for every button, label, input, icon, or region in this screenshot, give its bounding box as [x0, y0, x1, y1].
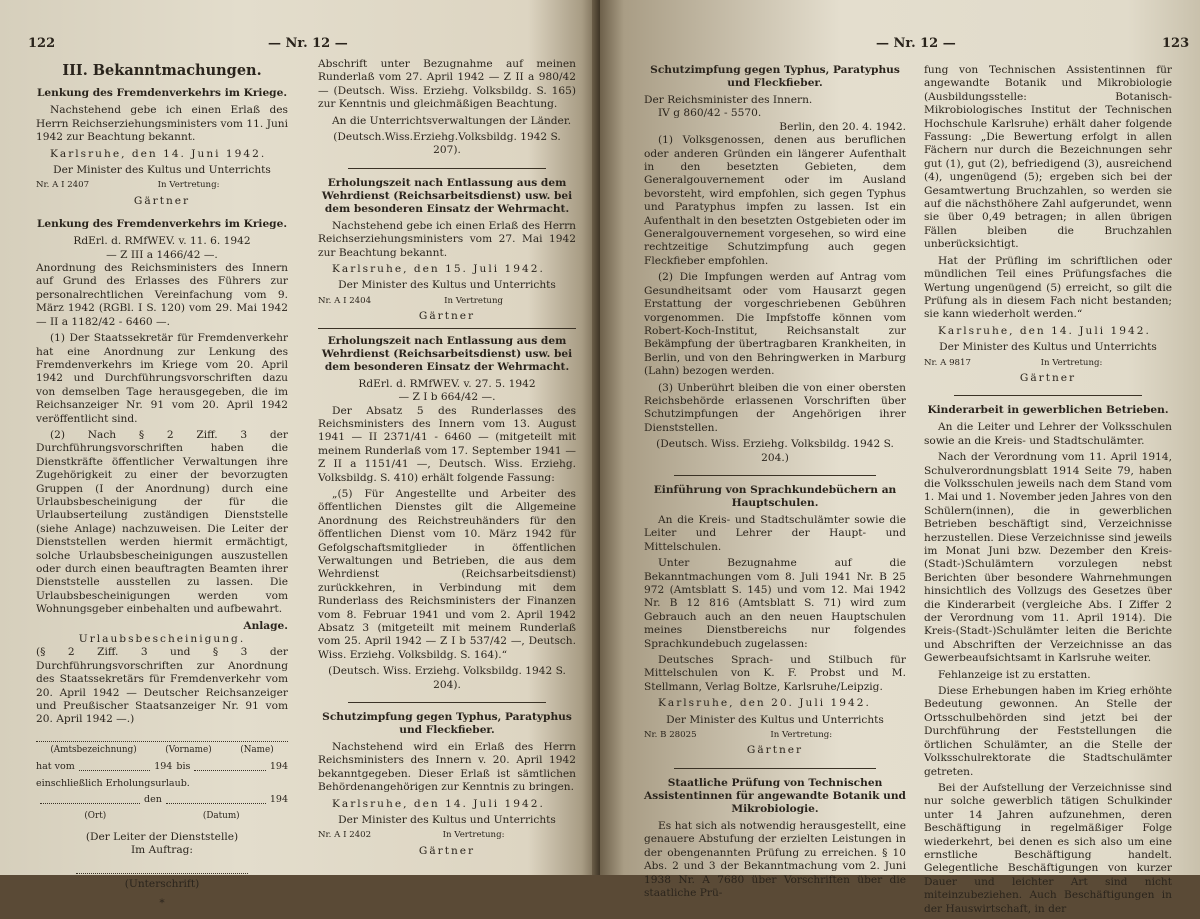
signature-block [318, 295, 576, 308]
signature-block [924, 357, 1172, 370]
form-label-vorname: (Vorname) [165, 744, 212, 755]
article-title: Lenkung des Fremdenverkehrs im Kriege. [36, 218, 288, 231]
form-field-labels [36, 744, 288, 757]
place-date: Karlsruhe, den 14. Juni 1942. [50, 147, 267, 160]
minister-line: Der Minister des Kultus und Unterrichts [338, 279, 556, 292]
article-title: Staatliche Prüfung von Technischen Assistentinnen für angewandte Botanik und Mikrobiologie. [644, 776, 906, 815]
form-text: 194 [154, 761, 173, 773]
reference-number: Nr. B 28025 [644, 730, 697, 741]
signatory-name: Gärtner [418, 844, 476, 857]
paragraph: Unter Bezugnahme auf die Bekanntmachungen vom 8. Juli 1941 Nr. B 25 972 (Amtsblatt S. 145) und vom 12. Mai 1942 Nr. B 12 816 (Amtsblatt S. 71) wird zum Gebrauch auch an den neuen Hauptschulen meines Dienstbereichs nur folgendes Sprachkundebuch zugelassen: [644, 557, 906, 650]
minister-line: Der Minister des Kultus und Unterrichts [666, 713, 884, 726]
signature-block [318, 829, 576, 842]
left-column-2 [318, 58, 576, 858]
paragraph: Hat der Prüfling im schriftlichen oder mündlichen Teil eines Prüfungsfaches die Wertung ungenügend (5) erreicht, so gilt die Prüfung als in diesem Fach nicht bestanden; sie kann wiederholt werden.“ [924, 254, 1172, 321]
right-page [600, 0, 1200, 915]
paragraph: (1) Der Staatssekretär für Fremdenverkehr hat eine Anordnung zur Lenkung des Fremdenverkehrs im Kriege vom 20. April 1942 und Durchführungsvorschriften dazu von demselben Tage herausgegeben, die im Reichsanzeiger Nr. 91 vom 20. April 1942 veröffentlicht sind. [36, 332, 288, 425]
minister-line: Der Minister des Kultus und Unterrichts [53, 164, 271, 177]
article-title: Schutzimpfung gegen Typhus, Paratyphus und Fleckfieber. [322, 711, 572, 737]
signatory-name: Gärtner [133, 194, 191, 207]
paragraph: (3) Unberührt bleiben die von einer obersten Reichsbehörde erlassenen Vorschriften über Schutzimpfungen der Angehörigen ihrer Dienststellen. [644, 381, 906, 434]
place-date: Karlsruhe, den 14. Juli 1942. [938, 324, 1151, 337]
paragraph: Der Absatz 5 des Runderlasses des Reichsministers des Innern vom 13. August 1941 — II 2371/41 - 6460 — (mitgeteilt mit meinem Runderlaß vom 17. September 1941 — Z II a 1151/41 —, Deutsch. Wiss. Erziehg. Volksbildg. S. 410) erhält folgende Fassung: [318, 404, 576, 484]
source-citation: (Deutsch. Wiss. Erziehg. Volksbildg. 1942 S. 204.) [656, 438, 894, 464]
form-text: 194 [269, 761, 288, 773]
article-title: Lenkung des Fremdenverkehrs im Kriege. [36, 87, 288, 100]
article-title: Erholungszeit nach Entlassung aus dem Wehrdienst (Reichsarbeitsdienst) usw. bei dem besonderen Einsatz der Wehrmacht. [321, 334, 573, 373]
right-column-2 [924, 64, 1172, 919]
paragraph: Deutsches Sprach- und Stilbuch für Mittelschulen von K. F. Probst und M. Stellmann, Verlag Boltze, Karlsruhe/Leipzig. [644, 654, 906, 693]
form-text: den [144, 794, 162, 806]
form-legal-basis: (§ 2 Ziff. 3 und § 3 der Durchführungsvorschriften zur Anordnung des Staatssekretärs für Fremdenverkehr vom 20. April 1942 — Deutscher Reichsanzeiger und Preußischer Staatsanzeiger Nr. 91 vom 20. April 1942 —.) [36, 646, 288, 726]
form-label-ort: (Ort) [84, 810, 107, 821]
article-title: Einführung von Sprachkundebüchern an Hauptschulen. [653, 483, 897, 509]
vertretung-label: In Vertretung: [770, 730, 833, 741]
decree-reference-number: — Z III a 1466/42 —. [106, 248, 218, 261]
form-text: (Der Leiter der Dienststelle) [85, 830, 239, 843]
signature-block [644, 729, 906, 742]
paragraph: An die Leiter und Lehrer der Volksschulen sowie an die Kreis- und Stadtschulämter. [924, 421, 1172, 447]
reference-number: IV g 860/42 - 5570. [658, 107, 762, 120]
vertretung-label: In Vertretung: [157, 180, 220, 191]
reference-number: Nr. A I 2402 [318, 830, 372, 841]
place-date: Karlsruhe, den 20. Juli 1942. [658, 697, 871, 710]
paragraph: Es hat sich als notwendig herausgestellt, eine genauere Abstufung der erzielten Leistungen in der obengenannten Prüfung zu erreichen. § 10 Abs. 2 und 3 der Bekanntmachung vom 2. Juni 1938 Nr. A 7680 über Vorschriften über die staatliche Prü- [644, 819, 906, 899]
decree-reference-number: — Z I b 664/42 —. [398, 391, 496, 404]
divider [348, 702, 546, 703]
divider [674, 475, 876, 476]
vertretung-label: In Vertretung: [1040, 357, 1103, 368]
page-header-issue: — Nr. 12 — [268, 36, 348, 51]
place-date: Berlin, den 20. 4. 1942. [779, 120, 906, 133]
form-text: bis [176, 761, 191, 773]
form-fill-line [36, 730, 288, 742]
end-mark: * [159, 897, 165, 910]
decree-reference: RdErl. d. RMfWEV. v. 27. 5. 1942 [358, 377, 536, 390]
place-date: Karlsruhe, den 14. Juli 1942. [332, 797, 545, 810]
annex-label: Anlage. [243, 619, 288, 632]
form-text: einschließlich Erholungsurlaub. [36, 777, 190, 789]
left-page [0, 0, 600, 910]
right-column-1 [644, 64, 906, 903]
paragraph: Nach der Verordnung vom 11. April 1914, Schulverordnungsblatt 1914 Seite 79, haben die Volksschulen jeweils nach dem Stand vom 1. Mai und 1. November jeden Jahres von den Schülern(innen), die in gewerblichen Betrieben beschäftigt sind, Verzeichnisse herzustellen. Diese Verzeichnisse sind jeweils im Monat Juni bzw. Dezember den Kreis-(Stadt-)Schulämtern vorzulegen nebst Berichten über besondere Wahrnehmungen hinsichtlich des Vollzugs des Gesetzes über die Kinderarbeit (vergleiche Abs. I Ziffer 2 der Verordnung vom 11. April 1914). Die Kreis-(Stadt-)Schulämter leiten die Berichte und Abschriften der Verzeichnisse an das Gewerbeaufsichtsamt in Karlsruhe weiter. [924, 451, 1172, 665]
vertretung-label: In Vertretung: [442, 830, 505, 841]
paragraph: Diese Erhebungen haben im Krieg erhöhte Bedeutung gewonnen. An Stelle der Ortsschulbehörden sind jetzt bei der Durchführung der Feststellungen die örtlichen Schulämter, an die Stelle der Volksschulrektorate die Stadtschulämter getreten. [924, 685, 1172, 778]
paragraph: „(5) Für Angestellte und Arbeiter des öffentlichen Dienstes gilt die Allgemeine Anordnung des Reichstreuhänders für den öffentlichen Dienst vom 10. März 1942 für Gefolgschaftsmitglieder in öffentlichen Verwaltungen und Betrieben, die aus dem Wehrdienst (Reichsarbeitsdienst) zurückkehren, in Verbindung mit dem Runderlass des Reichsministers der Finanzen vom 8. Februar 1941 und vom 2. April 1942 Absatz 3 (mitgeteilt mit meinem Runderlaß vom 25. April 1942 — Z I b 537/42 —, Deutsch. Wiss. Erziehg. Volksbildg. S. 164).“ [318, 487, 576, 661]
article-title: Schutzimpfung gegen Typhus, Paratyphus und Fleckfieber. [650, 64, 900, 89]
divider [318, 328, 576, 329]
form-text: (Unterschrift) [124, 877, 200, 890]
page-number: 123 [1162, 36, 1190, 51]
paragraph: Fehlanzeige ist zu erstatten. [938, 668, 1091, 681]
paragraph: Nachstehend gebe ich einen Erlaß des Herrn Reichserziehungsministers vom 11. Juni 1942 zur Beachtung bekannt. [36, 104, 288, 144]
paragraph: Nachstehend gebe ich einen Erlaß des Herrn Reichserziehungsministers vom 27. Mai 1942 zur Beachtung bekannt. [318, 219, 576, 259]
page-number: 122 [28, 36, 56, 51]
form-field-labels [36, 810, 288, 823]
signatory-name: Gärtner [418, 310, 476, 323]
article-title: Erholungszeit nach Entlassung aus dem Wehrdienst (Reichsarbeitsdienst) usw. bei dem besonderen Einsatz der Wehrmacht. [321, 176, 573, 215]
paragraph: (2) Die Impfungen werden auf Antrag vom Gesundheitsamt oder vom Hausarzt gegen Erstattung der vorgeschriebenen Gebühren vorgenommen. Die Impfstoffe können vom Robert-Koch-Institut, Reichsanstalt zur Bekämpfung der übertragbaren Krankheiten, in Berlin, und von den Behringwerken in Marburg (Lahn) bezogen werden. [644, 271, 906, 378]
form-text: hat vom [36, 761, 75, 773]
section-title: III. Bekanntmachungen. [62, 62, 262, 79]
form-label-datum: (Datum) [202, 810, 240, 821]
reference-number: Nr. A I 2407 [36, 180, 90, 191]
left-column-1 [36, 62, 288, 911]
form-label-name: (Name) [240, 744, 274, 755]
page-header-issue: — Nr. 12 — [876, 36, 956, 51]
source-citation: (Deutsch.Wiss.Erziehg.Volksbildg. 1942 S. 207). [333, 131, 561, 157]
minister-line: Der Minister des Kultus und Unterrichts [939, 341, 1157, 354]
paragraph: fung von Technischen Assistentinnen für angewandte Botanik und Mikrobiologie (Ausbildungsstelle: Botanisch-Mikrobiologisches Institut der Technischen Hochschule Karlsruhe) erhält daher folgende Fassung: „Die Bewertung erfolgt in allen Fächern nur durch die Bezeichnungen sehr gut (1), gut (2), befriedigend (3), ausreichend (4), ungenügend (5); ergeben sich bei der Gesamtwertung Bruchzahlen, so werden sie auf die nächsthöhere Zahl aufgerundet, wenn sie über 0,49 betragen; in allen übrigen Fällen bleiben die Bruchzahlen unberücksichtigt. [924, 64, 1172, 251]
reference-number: Nr. A I 2404 [318, 295, 372, 306]
decree-reference: RdErl. d. RMfWEV. v. 11. 6. 1942 [73, 235, 251, 248]
source-citation: (Deutsch. Wiss. Erziehg. Volksbildg. 1942 S. 204). [328, 665, 566, 691]
minister-line: Der Minister des Kultus und Unterrichts [338, 814, 556, 827]
place-date: Karlsruhe, den 15. Juli 1942. [332, 263, 545, 276]
paragraph: Nachstehend wird ein Erlaß des Herrn Reichsministers des Innern v. 20. April 1942 bekanntgegeben. Dieser Erlaß ist sämtlichen Behördenangehörigen zur Kenntnis zu bringen. [318, 741, 576, 794]
paragraph: Anordnung des Reichsministers des Innern auf Grund des Erlasses des Führers zur personalrechtlichen Vereinfachung vom 9. März 1942 (RGBl. I S. 120) vom 29. Mai 1942 — II a 1182/42 - 6460 —. [36, 262, 288, 328]
vertretung-label: In Vertretung [444, 295, 504, 306]
form-fill-line [76, 862, 248, 874]
reference-number: Nr. A 9817 [924, 357, 971, 368]
paragraph: (1) Volksgenossen, denen aus beruflichen oder anderen Gründen ein längerer Aufenthalt in den besetzten Gebieten, dem Generalgouvernement oder im Ausland bevorsteht, wird empfohlen, sich gegen Typhus und Paratyphus impfen zu lassen. Ist ein Aufenthalt in den besetzten Ostgebieten oder im Generalgouvernement vorgesehen, so wird eine rechtzeitige Schutzimpfung auch gegen Fleckfieber empfohlen. [644, 134, 906, 267]
form-row-place-date [36, 793, 288, 806]
article-title: Kinderarbeit in gewerblichen Betrieben. [927, 404, 1169, 417]
paragraph: An die Kreis- und Stadtschulämter sowie die Leiter und Lehrer der Haupt- und Mittelschulen. [644, 513, 906, 553]
divider [674, 768, 876, 769]
form-label-amtsbezeichnung: (Amtsbezeichnung) [50, 744, 137, 755]
form-row-period [36, 760, 288, 773]
divider [348, 168, 546, 169]
signatory-name: Gärtner [746, 744, 804, 757]
paragraph: Bei der Aufstellung der Verzeichnisse sind nur solche gewerblich tätigen Schulkinder unter 14 Jahren aufzunehmen, deren Beschäftigung in regelmäßiger Folge wiederkehrt, bei denen es sich also um eine ernstliche Beschäftigung handelt. Gelegentliche Beschäftigungen von kurzer Dauer und leichter Art sind nicht miteinzubeziehen. Auch Beschäftigungen in der Hauswirtschaft, in der [924, 781, 1172, 915]
form-text: Im Auftrag: [131, 844, 193, 857]
paragraph: An die Unterrichtsverwaltungen der Länder. [332, 114, 572, 127]
paragraph: (2) Nach § 2 Ziff. 3 der Durchführungsvorschriften haben die Dienstkräfte öffentlicher Verwaltungen ihre Zugehörigkeit zu einer der bevorzugten Gruppen (I der Anordnung) durch eine Urlaubsbescheinigung der für die Urlaubserteilung zuständigen Dienststelle (siehe Anlage) nachzuweisen. Die Leiter der Dienststellen werden hiermit ermächtigt, solche Urlaubsbescheinigungen auszustellen oder durch einen beauftragten Beamten ihrer Dienststelle ausstellen zu lassen. Die Urlaubsbescheinigungen werden vom Wohnungsgeber einbehalten und aufbewahrt. [36, 428, 288, 616]
form-title: Urlaubsbescheinigung. [78, 633, 246, 646]
issuer-line: Der Reichsminister des Innern. [644, 94, 813, 106]
signature-block [36, 179, 288, 192]
form-text: 194 [269, 794, 288, 806]
signatory-name: Gärtner [1019, 371, 1077, 384]
paragraph: Abschrift unter Bezugnahme auf meinen Runderlaß vom 27. April 1942 — Z II a 980/42 — (Deutsch. Wiss. Erziehg. Volksbildg. S. 165) zur Kenntnis und gleichmäßigen Beachtung. [318, 58, 576, 111]
divider [954, 395, 1142, 396]
